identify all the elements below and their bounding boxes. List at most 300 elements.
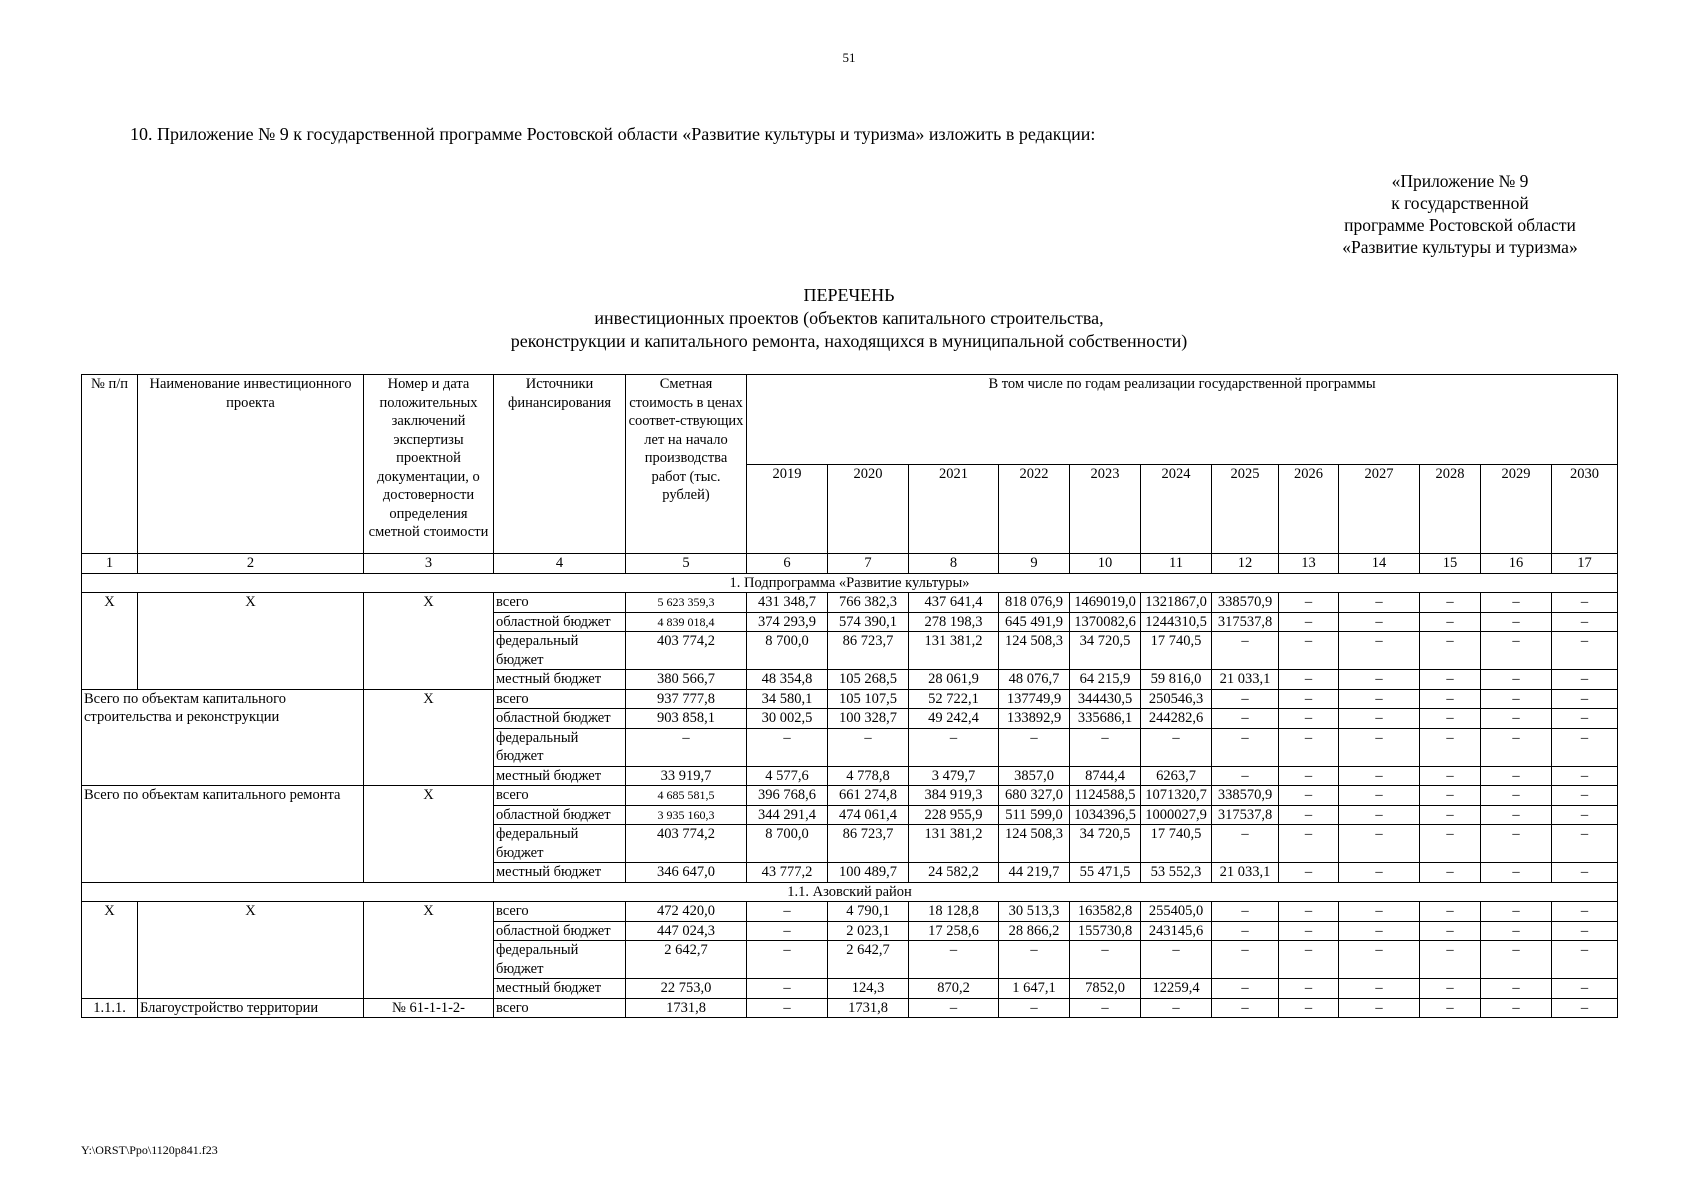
amount-cell: – (1070, 998, 1141, 1018)
column-number: 1 (82, 554, 138, 574)
amount-cell: 396 768,6 (747, 786, 828, 806)
appendix-block (1290, 170, 1630, 258)
amount-cell: 2 023,1 (828, 921, 909, 941)
amount-cell: – (1420, 825, 1481, 863)
amount-cell: 155730,8 (1070, 921, 1141, 941)
amount-cell: – (1420, 670, 1481, 690)
funding-source: всего (494, 998, 626, 1018)
amount-cell: – (1420, 632, 1481, 670)
amount-cell: – (999, 941, 1070, 979)
page-number: 51 (842, 50, 856, 65)
row-name: Благоустройство территории (138, 998, 364, 1018)
amount-cell: 1244310,5 (1141, 612, 1212, 632)
amount-cell: – (1212, 728, 1279, 766)
amount-cell: 163582,8 (1070, 902, 1141, 922)
amount-cell: – (1552, 998, 1618, 1018)
amount-cell: 1034396,5 (1070, 805, 1141, 825)
amount-cell: 131 381,2 (909, 632, 999, 670)
amount-cell: 346 647,0 (626, 863, 747, 883)
year-header: 2019 (747, 464, 828, 554)
amount-cell: – (1212, 766, 1279, 786)
table-row (82, 998, 1618, 1018)
amount-cell: – (1212, 941, 1279, 979)
amount-cell: – (1279, 612, 1339, 632)
amount-cell: – (1339, 805, 1420, 825)
amount-cell: – (747, 902, 828, 922)
amount-cell: – (1212, 632, 1279, 670)
column-number: 9 (999, 554, 1070, 574)
column-number: 10 (1070, 554, 1141, 574)
amount-cell: 3 479,7 (909, 766, 999, 786)
amount-cell: 228 955,9 (909, 805, 999, 825)
funding-source: местный бюджет (494, 670, 626, 690)
amount-cell: – (1279, 689, 1339, 709)
amount-cell: 5 623 359,3 (626, 593, 747, 613)
amount-cell: 474 061,4 (828, 805, 909, 825)
year-header: 2024 (1141, 464, 1212, 554)
amount-cell: – (1339, 593, 1420, 613)
amount-cell: 22 753,0 (626, 979, 747, 999)
amount-cell: 24 582,2 (909, 863, 999, 883)
amount-cell: 2 642,7 (626, 941, 747, 979)
amount-cell: 4 839 018,4 (626, 612, 747, 632)
amount-cell: 6263,7 (1141, 766, 1212, 786)
table-row (82, 593, 1618, 613)
amount-cell: 34 720,5 (1070, 632, 1141, 670)
row-expertise: № 61-1-1-2- (364, 998, 494, 1018)
amount-cell: – (1420, 921, 1481, 941)
amount-cell: – (1279, 863, 1339, 883)
funding-source: областной бюджет (494, 921, 626, 941)
amount-cell: 511 599,0 (999, 805, 1070, 825)
amount-cell: – (1552, 670, 1618, 690)
amount-cell: – (1420, 593, 1481, 613)
amount-cell: 437 641,4 (909, 593, 999, 613)
amount-cell: 1 647,1 (999, 979, 1070, 999)
amount-cell: 48 354,8 (747, 670, 828, 690)
column-number: 8 (909, 554, 999, 574)
section-title: 1. Подпрограмма «Развитие культуры» (82, 573, 1618, 593)
amount-cell: – (1481, 863, 1552, 883)
amount-cell: 100 328,7 (828, 709, 909, 729)
title-line: ПЕРЕЧЕНЬ (803, 285, 895, 305)
row-expertise: Х (364, 902, 494, 999)
amount-cell: – (747, 941, 828, 979)
amount-cell: – (1212, 709, 1279, 729)
amount-cell: – (1279, 921, 1339, 941)
year-header: 2023 (1070, 464, 1141, 554)
amount-cell: 55 471,5 (1070, 863, 1141, 883)
amount-cell: – (999, 728, 1070, 766)
amount-cell: 49 242,4 (909, 709, 999, 729)
amount-cell: 105 268,5 (828, 670, 909, 690)
amount-cell: – (1070, 941, 1141, 979)
row-name: Всего по объектам капитального строительства и реконструкции (82, 689, 364, 786)
amount-cell: 17 740,5 (1141, 825, 1212, 863)
amount-cell: – (1481, 709, 1552, 729)
header-num: № п/п (82, 375, 138, 554)
amount-cell: 124 508,3 (999, 825, 1070, 863)
appendix-line: «Приложение № 9 (1391, 171, 1529, 191)
document-title (0, 284, 1698, 353)
column-number: 15 (1420, 554, 1481, 574)
amount-cell: 680 327,0 (999, 786, 1070, 806)
projects-table (81, 374, 1618, 1018)
amount-cell: 4 685 581,5 (626, 786, 747, 806)
amount-cell: – (1339, 632, 1420, 670)
row-name: Всего по объектам капитального ремонта (82, 786, 364, 883)
appendix-line: к государственной (1391, 193, 1529, 213)
amount-cell: – (1481, 766, 1552, 786)
funding-source: федеральный бюджет (494, 632, 626, 670)
amount-cell: – (1481, 979, 1552, 999)
column-number: 3 (364, 554, 494, 574)
header-sources: Источники финансирования (494, 375, 626, 554)
amount-cell: 44 219,7 (999, 863, 1070, 883)
amount-cell: – (1279, 670, 1339, 690)
column-number: 4 (494, 554, 626, 574)
table-row (82, 902, 1618, 922)
amount-cell: 28 061,9 (909, 670, 999, 690)
amount-cell: – (1420, 709, 1481, 729)
amount-cell: – (1481, 921, 1552, 941)
amount-cell: 403 774,2 (626, 632, 747, 670)
intro-text: 10. Приложение № 9 к государственной программе Ростовской области «Развитие культуры и туризма» изложить в редакции: (130, 124, 1096, 144)
row-expertise: Х (364, 689, 494, 786)
amount-cell: 1124588,5 (1070, 786, 1141, 806)
amount-cell: – (1552, 786, 1618, 806)
row-number: 1.1.1. (82, 998, 138, 1018)
amount-cell: 124,3 (828, 979, 909, 999)
amount-cell: – (1481, 728, 1552, 766)
year-header: 2026 (1279, 464, 1339, 554)
amount-cell: – (1481, 689, 1552, 709)
amount-cell: 131 381,2 (909, 825, 999, 863)
column-number: 11 (1141, 554, 1212, 574)
amount-cell: – (1212, 921, 1279, 941)
amount-cell: – (1212, 998, 1279, 1018)
title-line: реконструкции и капитального ремонта, находящихся в муниципальной собственности) (510, 331, 1188, 351)
amount-cell: – (1552, 805, 1618, 825)
row-expertise: Х (364, 593, 494, 690)
amount-cell: 48 076,7 (999, 670, 1070, 690)
amount-cell: – (1420, 902, 1481, 922)
amount-cell: 2 642,7 (828, 941, 909, 979)
amount-cell: 278 198,3 (909, 612, 999, 632)
table-row (82, 786, 1618, 806)
amount-cell: – (1552, 709, 1618, 729)
amount-cell: 338570,9 (1212, 593, 1279, 613)
funding-source: федеральный бюджет (494, 728, 626, 766)
amount-cell: 3 935 160,3 (626, 805, 747, 825)
appendix-line: программе Ростовской области (1344, 215, 1576, 235)
amount-cell: 661 274,8 (828, 786, 909, 806)
amount-cell: – (1212, 825, 1279, 863)
amount-cell: – (1339, 689, 1420, 709)
amount-cell: 4 778,8 (828, 766, 909, 786)
column-number: 13 (1279, 554, 1339, 574)
amount-cell: 344 291,4 (747, 805, 828, 825)
column-number: 7 (828, 554, 909, 574)
amount-cell: – (1279, 998, 1339, 1018)
amount-cell: – (1279, 766, 1339, 786)
amount-cell: 124 508,3 (999, 632, 1070, 670)
amount-cell: 903 858,1 (626, 709, 747, 729)
amount-cell: – (1339, 728, 1420, 766)
amount-cell: – (1339, 902, 1420, 922)
column-number: 17 (1552, 554, 1618, 574)
amount-cell: – (828, 728, 909, 766)
amount-cell: 937 777,8 (626, 689, 747, 709)
amount-cell: – (1339, 709, 1420, 729)
funding-source: федеральный бюджет (494, 941, 626, 979)
amount-cell: – (626, 728, 747, 766)
amount-cell: 403 774,2 (626, 825, 747, 863)
amount-cell: – (1339, 670, 1420, 690)
year-header: 2029 (1481, 464, 1552, 554)
amount-cell: – (747, 921, 828, 941)
title-line: инвестиционных проектов (объектов капитального строительства, (594, 308, 1104, 328)
row-name: Х (138, 593, 364, 690)
funding-source: областной бюджет (494, 805, 626, 825)
row-expertise: Х (364, 786, 494, 883)
amount-cell: 4 790,1 (828, 902, 909, 922)
amount-cell: – (1481, 612, 1552, 632)
amount-cell: 1731,8 (828, 998, 909, 1018)
amount-cell: – (1141, 728, 1212, 766)
amount-cell: 250546,3 (1141, 689, 1212, 709)
amount-cell: – (1552, 825, 1618, 863)
year-header: 2022 (999, 464, 1070, 554)
amount-cell: 3857,0 (999, 766, 1070, 786)
column-number: 14 (1339, 554, 1420, 574)
amount-cell: 8744,4 (1070, 766, 1141, 786)
amount-cell: 472 420,0 (626, 902, 747, 922)
column-number: 2 (138, 554, 364, 574)
amount-cell: – (999, 998, 1070, 1018)
amount-cell: – (1279, 709, 1339, 729)
amount-cell: 243145,6 (1141, 921, 1212, 941)
amount-cell: – (1339, 979, 1420, 999)
amount-cell: 100 489,7 (828, 863, 909, 883)
year-header: 2027 (1339, 464, 1420, 554)
amount-cell: 59 816,0 (1141, 670, 1212, 690)
amount-cell: 1000027,9 (1141, 805, 1212, 825)
amount-cell: – (1279, 786, 1339, 806)
year-header: 2021 (909, 464, 999, 554)
amount-cell: 4 577,6 (747, 766, 828, 786)
amount-cell: – (1420, 689, 1481, 709)
amount-cell: 317537,8 (1212, 612, 1279, 632)
amount-cell: 43 777,2 (747, 863, 828, 883)
amount-cell: – (1279, 941, 1339, 979)
amount-cell: – (909, 728, 999, 766)
amount-cell: 344430,5 (1070, 689, 1141, 709)
year-header: 2030 (1552, 464, 1618, 554)
amount-cell: – (1420, 786, 1481, 806)
amount-cell: – (1070, 728, 1141, 766)
funding-source: областной бюджет (494, 612, 626, 632)
funding-source: всего (494, 902, 626, 922)
amount-cell: 34 720,5 (1070, 825, 1141, 863)
amount-cell: 21 033,1 (1212, 863, 1279, 883)
funding-source: местный бюджет (494, 766, 626, 786)
section-title: 1.1. Азовский район (82, 882, 1618, 902)
file-path: Y:\ORST\Ppo\1120p841.f23 (81, 1143, 218, 1157)
amount-cell: 53 552,3 (1141, 863, 1212, 883)
amount-cell: 384 919,3 (909, 786, 999, 806)
amount-cell: – (1481, 902, 1552, 922)
amount-cell: 818 076,9 (999, 593, 1070, 613)
amount-cell: – (1552, 766, 1618, 786)
amount-cell: 30 002,5 (747, 709, 828, 729)
amount-cell: 8 700,0 (747, 632, 828, 670)
amount-cell: 380 566,7 (626, 670, 747, 690)
amount-cell: 21 033,1 (1212, 670, 1279, 690)
funding-source: всего (494, 593, 626, 613)
amount-cell: – (1420, 805, 1481, 825)
amount-cell: – (1339, 921, 1420, 941)
amount-cell: – (1552, 921, 1618, 941)
amount-cell: – (1339, 863, 1420, 883)
amount-cell: – (1420, 863, 1481, 883)
amount-cell: 1469019,0 (1070, 593, 1141, 613)
row-number: Х (82, 593, 138, 690)
amount-cell: – (1339, 612, 1420, 632)
amount-cell: – (1481, 670, 1552, 690)
amount-cell: – (1481, 825, 1552, 863)
amount-cell: – (1420, 979, 1481, 999)
amount-cell: 374 293,9 (747, 612, 828, 632)
amount-cell: 64 215,9 (1070, 670, 1141, 690)
amount-cell: 1071320,7 (1141, 786, 1212, 806)
amount-cell: – (1552, 863, 1618, 883)
amount-cell: – (1212, 689, 1279, 709)
amount-cell: 17 258,6 (909, 921, 999, 941)
amount-cell: 18 128,8 (909, 902, 999, 922)
amount-cell: 17 740,5 (1141, 632, 1212, 670)
amount-cell: 137749,9 (999, 689, 1070, 709)
amount-cell: – (1420, 998, 1481, 1018)
appendix-line: «Развитие культуры и туризма» (1342, 237, 1578, 257)
amount-cell: – (1552, 689, 1618, 709)
amount-cell: 86 723,7 (828, 632, 909, 670)
column-number: 5 (626, 554, 747, 574)
amount-cell: 133892,9 (999, 709, 1070, 729)
amount-cell: – (1339, 941, 1420, 979)
year-header: 2025 (1212, 464, 1279, 554)
header-years-group: В том числе по годам реализации государственной программы (747, 375, 1618, 465)
amount-cell: – (1552, 941, 1618, 979)
amount-cell: 12259,4 (1141, 979, 1212, 999)
header-name: Наименование инвестиционного проекта (138, 375, 364, 554)
amount-cell: – (1279, 728, 1339, 766)
amount-cell: – (1339, 786, 1420, 806)
amount-cell: 8 700,0 (747, 825, 828, 863)
amount-cell: – (1552, 593, 1618, 613)
amount-cell: – (1420, 612, 1481, 632)
amount-cell: 34 580,1 (747, 689, 828, 709)
funding-source: всего (494, 689, 626, 709)
amount-cell: – (1339, 825, 1420, 863)
header-cost: Сметная стоимость в ценах соответ-ствующих лет на начало производства работ (тыс. рублей) (626, 375, 747, 554)
header-expertise: Номер и дата положительных заключений экспертизы проектной документации, о достоверности определения сметной стоимости (364, 375, 494, 554)
amount-cell: – (909, 941, 999, 979)
amount-cell: 1321867,0 (1141, 593, 1212, 613)
row-number: Х (82, 902, 138, 999)
amount-cell: 317537,8 (1212, 805, 1279, 825)
amount-cell: – (1481, 998, 1552, 1018)
amount-cell: 431 348,7 (747, 593, 828, 613)
row-name: Х (138, 902, 364, 999)
amount-cell: – (1279, 979, 1339, 999)
amount-cell: – (1552, 612, 1618, 632)
amount-cell: – (747, 998, 828, 1018)
amount-cell: 7852,0 (1070, 979, 1141, 999)
amount-cell: – (1481, 805, 1552, 825)
amount-cell: – (909, 998, 999, 1018)
amount-cell: 86 723,7 (828, 825, 909, 863)
amount-cell: – (1420, 728, 1481, 766)
amount-cell: – (1279, 805, 1339, 825)
amount-cell: – (1141, 998, 1212, 1018)
column-number: 16 (1481, 554, 1552, 574)
year-header: 2020 (828, 464, 909, 554)
amount-cell: 52 722,1 (909, 689, 999, 709)
amount-cell: 338570,9 (1212, 786, 1279, 806)
amount-cell: – (1552, 979, 1618, 999)
amount-cell: – (1552, 902, 1618, 922)
amount-cell: – (747, 728, 828, 766)
amount-cell: 447 024,3 (626, 921, 747, 941)
funding-source: федеральный бюджет (494, 825, 626, 863)
amount-cell: – (747, 979, 828, 999)
funding-source: всего (494, 786, 626, 806)
amount-cell: – (1420, 941, 1481, 979)
amount-cell: 1370082,6 (1070, 612, 1141, 632)
amount-cell: 105 107,5 (828, 689, 909, 709)
amount-cell: 645 491,9 (999, 612, 1070, 632)
funding-source: местный бюджет (494, 979, 626, 999)
section-row (82, 882, 1618, 902)
amount-cell: 255405,0 (1141, 902, 1212, 922)
amount-cell: – (1481, 941, 1552, 979)
amount-cell: – (1552, 632, 1618, 670)
amount-cell: 1731,8 (626, 998, 747, 1018)
amount-cell: 766 382,3 (828, 593, 909, 613)
section-row (82, 573, 1618, 593)
amount-cell: – (1339, 998, 1420, 1018)
amount-cell: – (1552, 728, 1618, 766)
amount-cell: – (1481, 786, 1552, 806)
amount-cell: – (1212, 902, 1279, 922)
amount-cell: 28 866,2 (999, 921, 1070, 941)
table-row (82, 689, 1618, 709)
amount-cell: – (1212, 979, 1279, 999)
amount-cell: – (1279, 632, 1339, 670)
amount-cell: – (1481, 593, 1552, 613)
amount-cell: – (1420, 766, 1481, 786)
year-header: 2028 (1420, 464, 1481, 554)
amount-cell: 33 919,7 (626, 766, 747, 786)
funding-source: областной бюджет (494, 709, 626, 729)
amount-cell: – (1141, 941, 1212, 979)
amount-cell: – (1279, 593, 1339, 613)
amount-cell: 870,2 (909, 979, 999, 999)
amount-cell: 335686,1 (1070, 709, 1141, 729)
column-number: 6 (747, 554, 828, 574)
column-number: 12 (1212, 554, 1279, 574)
